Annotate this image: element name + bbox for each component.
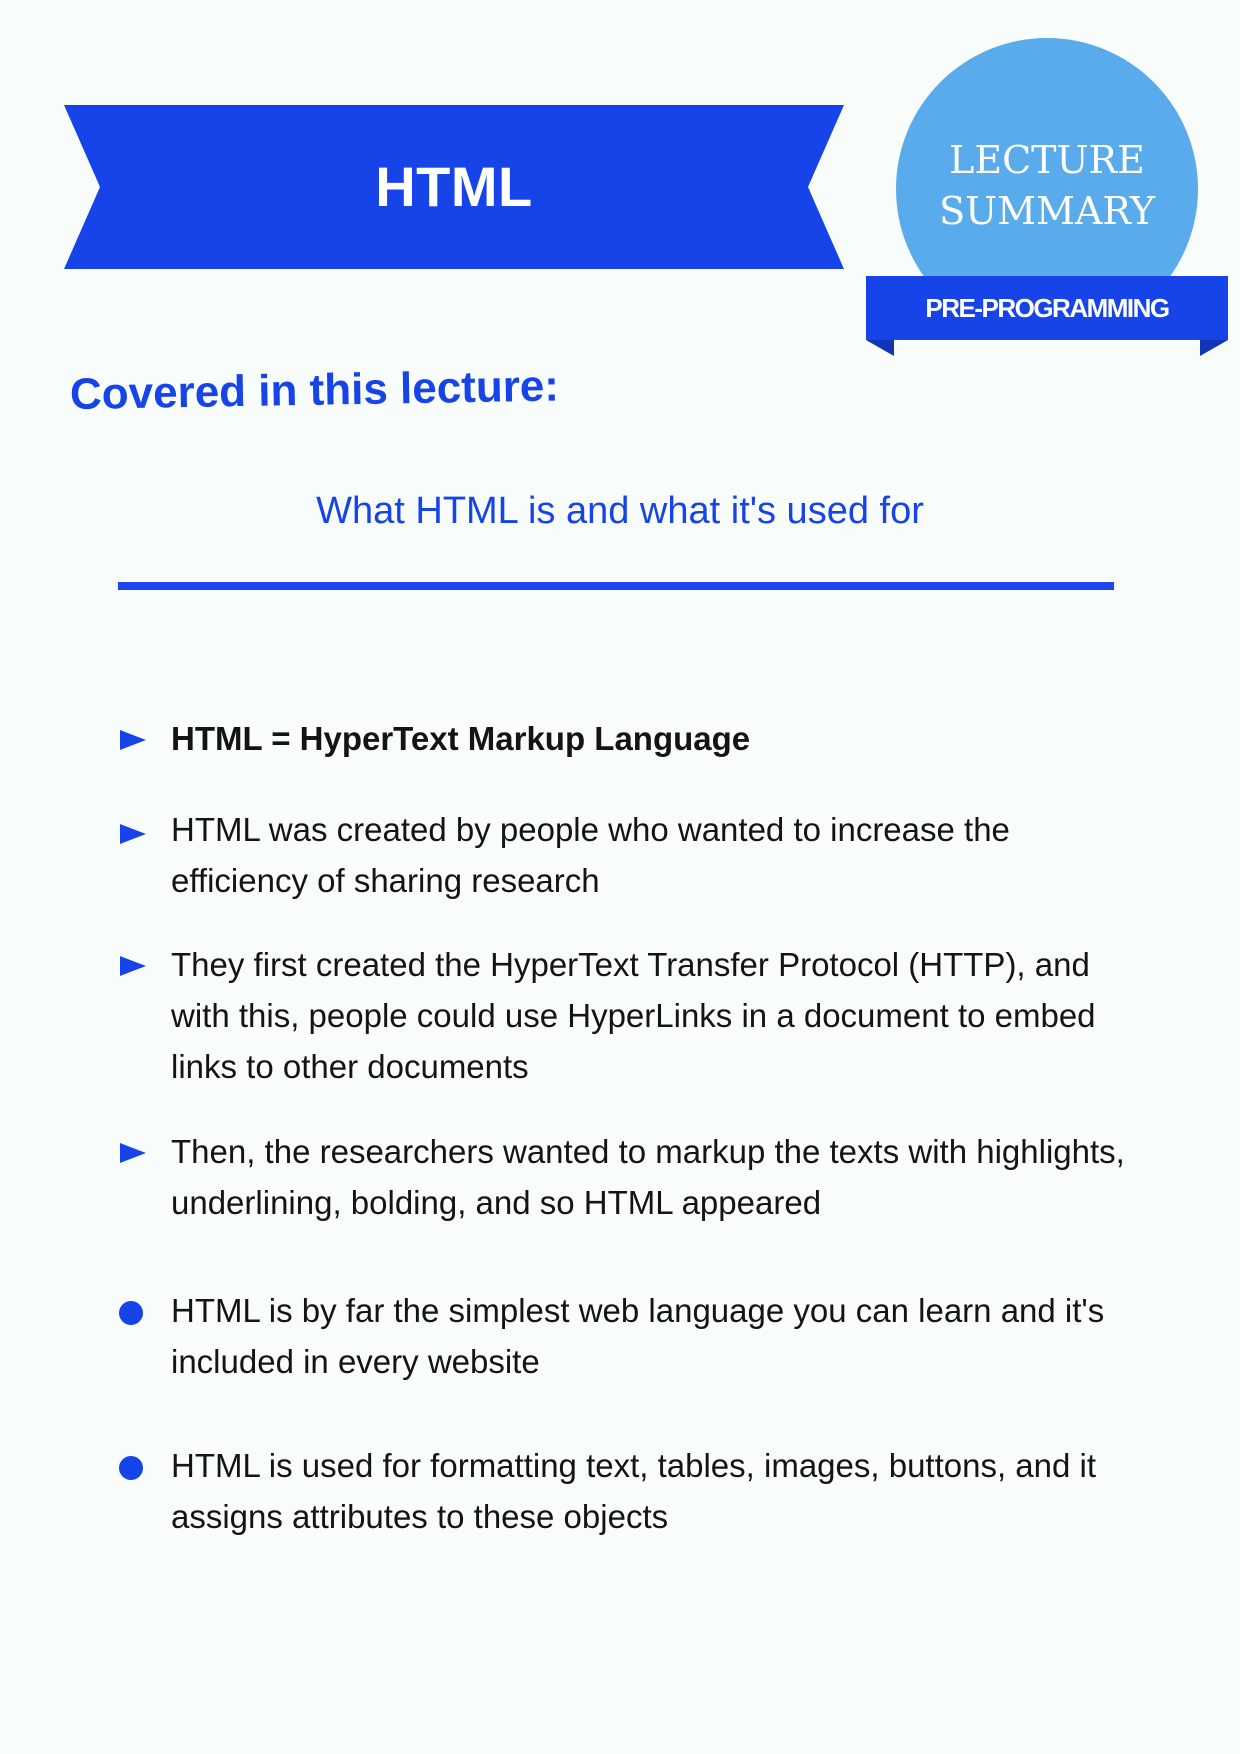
badge-line-1: LECTURE [949, 138, 1145, 182]
triangle-icon [118, 951, 148, 981]
list-item-text: HTML was created by people who wanted to increase the efficiency of sharing research [171, 811, 1010, 899]
badge-text [896, 135, 1198, 237]
list-item-text: HTML is used for formatting text, tables, images, buttons, and it assigns attributes to these objects [171, 1447, 1097, 1535]
list-item-text: HTML is by far the simplest web language you can learn and it's included in every website [171, 1292, 1105, 1380]
category-ribbon [866, 276, 1228, 356]
list-item-text: Then, the researchers wanted to markup the texts with highlights, underlining, bolding, and so HTML appeared [171, 1133, 1125, 1221]
title-banner [64, 105, 844, 269]
badge-line-2: SUMMARY [939, 189, 1155, 233]
list-item-text: They first created the HyperText Transfer Protocol (HTTP), and with this, people could use HyperLinks in a document to embed links to other documents [171, 946, 1096, 1085]
divider [118, 582, 1114, 590]
section-heading: Covered in this lecture: [69, 361, 560, 419]
page-title: HTML [375, 155, 533, 218]
dot-icon [118, 1298, 148, 1328]
list-item-text: HTML = HyperText Markup Language [171, 720, 751, 757]
triangle-icon [118, 819, 148, 849]
dot-icon [118, 1453, 148, 1483]
triangle-icon [118, 725, 148, 755]
category-label: PRE-PROGRAMMING [925, 293, 1169, 323]
triangle-icon [118, 1138, 148, 1168]
lecture-topic: What HTML is and what it's used for [316, 490, 924, 532]
